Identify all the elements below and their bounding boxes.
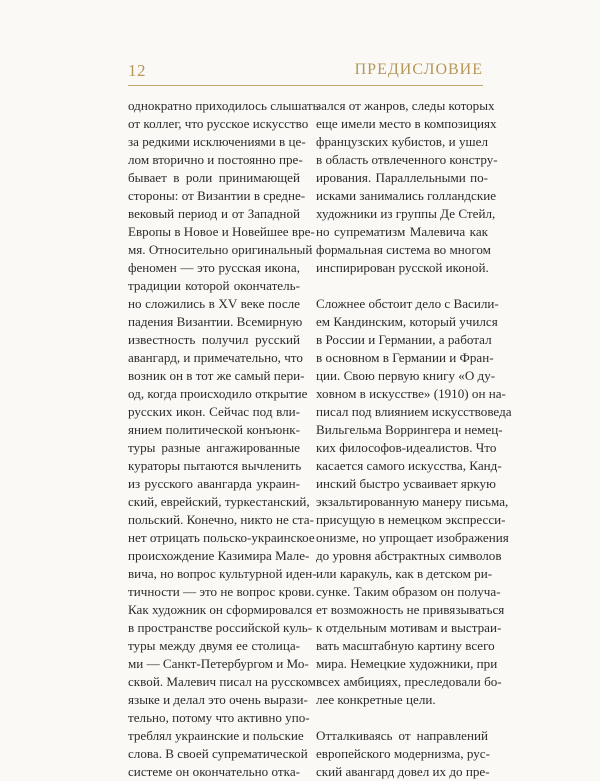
text-line: онизме, но упрощает изображения: [316, 530, 509, 545]
text-line: зался от жанров, следы которых: [316, 98, 495, 113]
text-line: но супрематизм Малевича как: [316, 224, 488, 239]
text-line: касается самого искусства, Канд-: [316, 458, 502, 473]
text-line: вековый период и от Западной: [128, 206, 300, 221]
text-line: тельно, потому что активно упо-: [128, 710, 310, 725]
text-line: польский. Конечно, никто не ста-: [128, 512, 314, 527]
text-line: всех амбициях, преследовали бо-: [316, 674, 502, 689]
text-line: от коллег, что русское искусство: [128, 116, 309, 131]
text-line: нет отрицать польско-украинское: [128, 530, 315, 545]
text-line: русских икон. Сейчас под вли-: [128, 404, 300, 419]
text-line: европейского модернизма, рус-: [316, 746, 490, 761]
text-line: ховном в искусстве» (1910) он на-: [316, 386, 506, 401]
text-line: еще имели место в композициях: [316, 116, 497, 131]
text-line: ирования. Параллельными по-: [316, 170, 488, 185]
text-line: мира. Немецкие художники, при: [316, 656, 498, 671]
paragraph: [316, 295, 512, 709]
text-line: или каракуль, как в детском ри-: [316, 566, 493, 581]
text-line: слова. В своей супрематической: [128, 746, 308, 761]
text-line: сквой. Малевич писал на русском: [128, 674, 316, 689]
paragraph-gap: [316, 277, 488, 295]
text-line: но сложились в XV веке после: [128, 296, 300, 311]
text-line: ми — Санкт-Петербургом и Мо-: [128, 656, 309, 671]
paragraph-gap: [316, 709, 488, 727]
left-column: [128, 97, 319, 781]
text-line: сунке. Таким образом он получа-: [316, 584, 501, 599]
text-line: за редкими исключениями в це-: [128, 134, 306, 149]
text-line: Европы в Новое и Новейшее вре-: [128, 224, 315, 239]
text-line: инский быстро усваивает яркую: [316, 476, 496, 491]
text-line: в пространстве российской куль-: [128, 620, 313, 635]
text-line: в область отвлеченного констру-: [316, 152, 498, 167]
text-line: формальная система во многом: [316, 242, 491, 257]
text-line: Как художник он сформировался: [128, 602, 313, 617]
text-line: традиции которой окончатель-: [128, 278, 300, 293]
text-line: стороны: от Византии в средне-: [128, 188, 306, 203]
text-line: однократно приходилось слышать: [128, 98, 319, 113]
text-line: художники из группы Де Стейл,: [316, 206, 496, 221]
running-head: ПРЕДИСЛОВИЕ: [354, 61, 483, 78]
text-line: од, когда происходило открытие: [128, 386, 308, 401]
text-line: языке и делал это очень вырази-: [128, 692, 308, 707]
text-line: системе он окончательно отка-: [128, 764, 300, 779]
text-line: ский, еврейский, туркестанский,: [128, 494, 310, 509]
text-line: мя. Относительно оригинальный: [128, 242, 313, 257]
text-line: ем Кандинским, который учился: [316, 314, 498, 329]
text-line: Сложнее обстоит дело с Васили-: [316, 296, 499, 311]
text-line: присущую в немецком экспресси-: [316, 512, 506, 527]
text-line: феномен — это русская икона,: [128, 260, 300, 275]
paragraph: [316, 727, 488, 781]
text-line: писал под влиянием искусствоведа: [316, 404, 512, 419]
right-column: [316, 97, 512, 781]
text-line: бывает в роли принимающей: [128, 170, 300, 185]
text-line: ких философов-идеалистов. Что: [316, 440, 497, 455]
text-line: падения Византии. Всемирную: [128, 314, 303, 329]
text-line: вича, но вопрос культурной иден-: [128, 566, 317, 581]
text-line: возник он в тот же самый пери-: [128, 368, 305, 383]
text-line: в основном в Германии и Фран-: [316, 350, 494, 365]
text-line: известность получил русский: [128, 332, 300, 347]
text-line: экзальтированную манеру письма,: [316, 494, 509, 509]
text-line: к отдельным мотивам и выстраи-: [316, 620, 502, 635]
paragraph: [316, 97, 498, 277]
text-line: ции. Свою первую книгу «О ду-: [316, 368, 496, 383]
text-line: авангард, и примечательно, что: [128, 350, 303, 365]
text-line: происхождение Казимира Мале-: [128, 548, 310, 563]
text-line: вать масштабную картину всего: [316, 638, 495, 653]
text-line: инспирирован русской иконой.: [316, 260, 489, 275]
text-line: тичности — это не вопрос крови.: [128, 584, 315, 599]
page-number: 12: [128, 61, 146, 80]
text-line: в России и Германии, а работал: [316, 332, 492, 347]
text-line: лом вторично и постоянно пре-: [128, 152, 303, 167]
text-line: до уровня абстрактных символов: [316, 548, 502, 563]
text-line: туры между двумя ее столица-: [128, 638, 300, 653]
text-line: янием политической конъюнк-: [128, 422, 300, 437]
text-line: из русского авангарда украин-: [128, 476, 300, 491]
text-line: кураторы пытаются вычленить: [128, 458, 302, 473]
text-line: туры разные ангажированные: [128, 440, 300, 455]
header-rule: [128, 85, 483, 86]
text-line: исками занимались голландские: [316, 188, 497, 203]
text-line: Вильгельма Воррингера и немец-: [316, 422, 503, 437]
text-line: ский авангард довел их до пре-: [316, 764, 490, 779]
text-line: Отталкиваясь от направлений: [316, 728, 488, 743]
text-line: треблял украинские и польские: [128, 728, 304, 743]
text-line: французских кубистов, и ушел: [316, 134, 488, 149]
text-line: лее конкретные цели.: [316, 692, 436, 707]
text-line: ет возможность не привязываться: [316, 602, 505, 617]
